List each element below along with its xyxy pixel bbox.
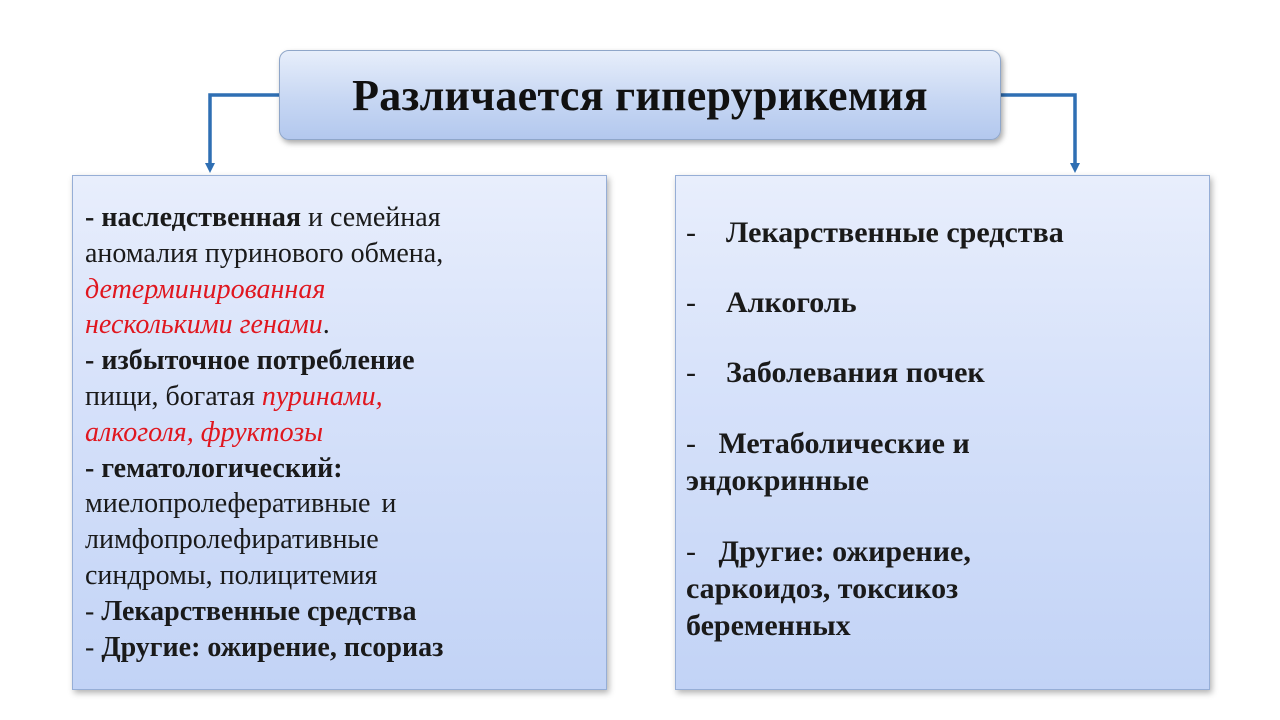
- right-item-4-line-1: [686, 425, 1199, 462]
- hematologic-label: - гематологический:: [85, 452, 343, 484]
- right-connector-arrow: [999, 95, 1075, 168]
- right-item-1-dash: -: [686, 216, 726, 249]
- right-item-4-dash: -: [686, 427, 719, 460]
- excess-intake-label: - избыточное потребление: [85, 345, 415, 377]
- hereditary-label: - наследственная: [85, 202, 301, 233]
- left-line-12-dash: -: [85, 595, 102, 627]
- diagram-title: Различается гиперурикемия: [352, 70, 928, 120]
- left-line-13-dash: -: [85, 631, 102, 663]
- left-line-6-text: пищи, богатая: [85, 380, 262, 412]
- left-line-11: синдромы, полицитемия: [85, 559, 378, 591]
- left-line-12: [85, 594, 596, 630]
- left-line-9: миелопролеферативные и: [85, 488, 397, 520]
- left-line-4-red: несколькими генами: [85, 309, 323, 341]
- right-item-5-line-3: беременных: [686, 609, 851, 642]
- right-item-2-text: Алкоголь: [726, 286, 857, 319]
- title-box: [279, 50, 1001, 140]
- left-line-1: [85, 200, 596, 236]
- right-item-3-text: Заболевания почек: [726, 356, 985, 389]
- right-item-drugs: [686, 214, 1199, 251]
- left-line-10: лимфопролефиративные: [85, 524, 379, 556]
- right-item-alcohol: [686, 284, 1199, 321]
- right-item-3-dash: -: [686, 356, 726, 389]
- right-item-4-line-2: эндокринные: [686, 464, 869, 497]
- right-item-5-text-a: Другие: ожирение,: [718, 535, 971, 568]
- right-item-5-line-1: [686, 533, 1199, 570]
- left-line-6: [85, 379, 596, 415]
- left-line-13: [85, 630, 596, 666]
- right-item-kidney: [686, 354, 1199, 391]
- left-line-4-end: .: [322, 309, 330, 341]
- left-line-4: [85, 307, 596, 343]
- right-item-metabolic: [686, 425, 1199, 499]
- left-other-label: Другие: ожирение, псориаз: [101, 631, 444, 663]
- left-drugs-label: Лекарственные средства: [101, 595, 417, 627]
- left-connector-arrow: [210, 95, 279, 168]
- left-line-1-rest: и семейная: [300, 202, 441, 233]
- left-line-6-red: пуринами,: [261, 380, 383, 412]
- right-item-other: [686, 533, 1199, 644]
- right-item-5-line-2: саркоидоз, токсикоз: [686, 572, 959, 605]
- right-item-2-dash: -: [686, 286, 726, 319]
- right-item-5-dash: -: [686, 535, 719, 568]
- right-panel: [675, 175, 1210, 690]
- left-line-7: алкоголя, фруктозы: [85, 416, 324, 448]
- left-panel: [72, 175, 607, 690]
- right-item-1-text: Лекарственные средства: [726, 216, 1064, 249]
- right-item-4-text-a: Метаболические и: [718, 427, 970, 460]
- left-line-2: аномалия пуринового обмена,: [85, 237, 444, 269]
- left-line-3: детерминированная: [85, 273, 326, 305]
